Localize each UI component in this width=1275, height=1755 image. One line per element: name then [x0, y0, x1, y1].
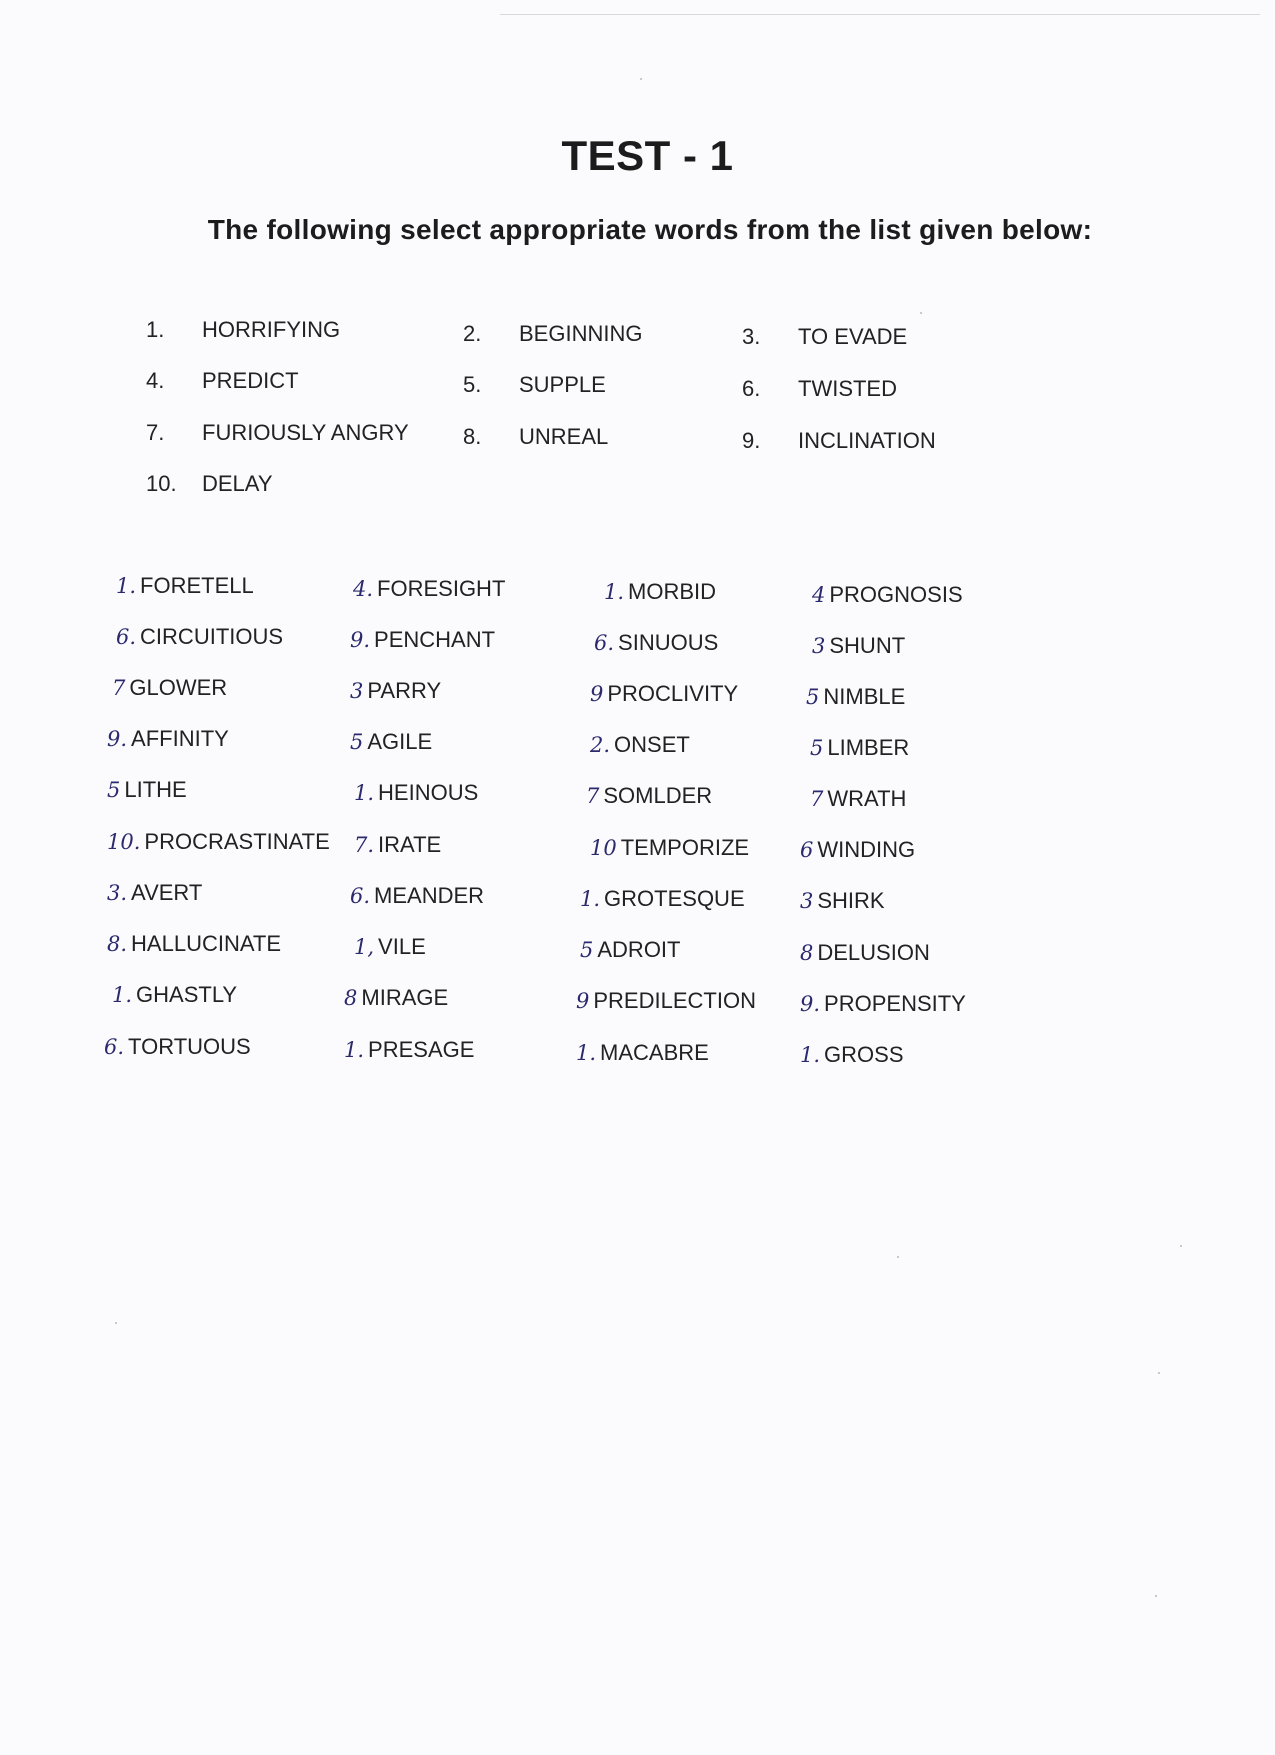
handwritten-answer: 7 — [586, 784, 600, 808]
meaning-item — [742, 428, 936, 454]
word-item — [812, 633, 905, 659]
word-item — [590, 835, 749, 861]
meaning-number: 4. — [146, 368, 165, 393]
handwritten-answer: 1. — [112, 983, 133, 1007]
word-item — [800, 888, 885, 914]
word-text: SINUOUS — [618, 630, 719, 655]
word-text: CIRCUITIOUS — [140, 624, 284, 649]
meaning-number: 8. — [463, 424, 482, 449]
word-text: ONSET — [614, 732, 690, 757]
meaning-text: TWISTED — [798, 376, 897, 401]
word-text: SOMLDER — [603, 783, 713, 808]
meaning-number: 7. — [146, 420, 165, 445]
word-item — [344, 1037, 474, 1063]
handwritten-answer: 6. — [350, 884, 371, 908]
word-item — [354, 832, 441, 858]
meaning-text: FURIOUSLY ANGRY — [202, 420, 409, 445]
word-text: PREDILECTION — [593, 988, 756, 1013]
word-text: PRESAGE — [368, 1037, 475, 1062]
word-item — [806, 684, 905, 710]
handwritten-answer: 3 — [800, 889, 814, 913]
word-item — [116, 573, 254, 599]
word-text: GLOWER — [129, 675, 228, 700]
word-item — [800, 991, 966, 1017]
word-item — [586, 783, 712, 809]
scan-speck — [115, 1322, 117, 1324]
meaning-item — [463, 321, 642, 347]
word-text: HALLUCINATE — [131, 931, 282, 956]
handwritten-answer: 5 — [107, 778, 121, 802]
handwritten-answer: 7 — [810, 787, 824, 811]
handwritten-answer: 9 — [590, 682, 604, 706]
meaning-item — [146, 420, 409, 446]
handwritten-answer: 7. — [354, 833, 375, 857]
handwritten-answer: 10. — [107, 830, 141, 854]
word-text: LIMBER — [827, 735, 910, 760]
instructions-text: The following select appropriate words from the list given below: — [207, 214, 1093, 245]
word-item — [116, 624, 283, 650]
meaning-text: HORRIFYING — [202, 317, 341, 342]
handwritten-answer: 1. — [580, 887, 601, 911]
word-item — [800, 1042, 904, 1068]
word-item — [576, 1040, 709, 1066]
handwritten-answer: 1. — [800, 1043, 821, 1067]
handwritten-answer: 3. — [107, 881, 128, 905]
word-text: GROSS — [824, 1042, 904, 1067]
word-item — [580, 886, 745, 912]
word-text: SHUNT — [829, 633, 906, 658]
word-text: VILE — [378, 934, 426, 959]
word-item — [107, 931, 281, 957]
word-text: PROPENSITY — [824, 991, 966, 1016]
word-item — [594, 630, 718, 656]
handwritten-answer: 10 — [590, 836, 617, 860]
meaning-text: DELAY — [202, 471, 273, 496]
word-item — [350, 729, 432, 755]
handwritten-answer: 5 — [806, 685, 820, 709]
word-item — [107, 777, 187, 803]
handwritten-answer: 6. — [594, 631, 615, 655]
word-item — [350, 627, 495, 653]
handwritten-answer: 5 — [350, 730, 364, 754]
word-text: WINDING — [817, 837, 916, 862]
meaning-number: 9. — [742, 428, 761, 453]
handwritten-answer: 3 — [350, 679, 364, 703]
word-item — [344, 985, 448, 1011]
word-text: FORETELL — [140, 573, 254, 598]
handwritten-answer: 1. — [344, 1038, 365, 1062]
word-text: ADROIT — [597, 937, 681, 962]
word-text: FORESIGHT — [377, 576, 506, 601]
word-item — [107, 829, 330, 855]
word-item — [354, 934, 426, 960]
word-text: PENCHANT — [374, 627, 496, 652]
meaning-item — [146, 317, 340, 343]
word-text: AFFINITY — [131, 726, 229, 751]
meaning-item — [463, 372, 606, 398]
word-item — [812, 582, 963, 608]
word-item — [580, 937, 681, 963]
word-text: MEANDER — [374, 883, 485, 908]
scan-edge-line — [500, 14, 1260, 15]
handwritten-answer: 1. — [354, 781, 375, 805]
word-text: MIRAGE — [361, 985, 449, 1010]
handwritten-answer: 6 — [800, 838, 814, 862]
handwritten-answer: 9. — [107, 727, 128, 751]
word-text: SHIRK — [817, 888, 885, 913]
scan-speck — [1158, 1372, 1160, 1374]
handwritten-answer: 4 — [812, 583, 826, 607]
word-item — [350, 678, 441, 704]
word-item — [112, 982, 237, 1008]
word-item — [107, 726, 229, 752]
word-item — [353, 576, 505, 602]
word-item — [104, 1034, 251, 1060]
word-item — [800, 940, 930, 966]
meaning-item — [742, 324, 907, 350]
meaning-item — [463, 424, 608, 450]
meaning-item — [146, 368, 299, 394]
handwritten-answer: 1, — [354, 935, 375, 959]
scan-speck — [1155, 1595, 1157, 1597]
meaning-text: UNREAL — [519, 424, 609, 449]
meaning-number: 6. — [742, 376, 761, 401]
word-text: PROCLIVITY — [607, 681, 739, 706]
handwritten-answer: 5 — [810, 736, 824, 760]
word-item — [107, 880, 202, 906]
word-text: MACABRE — [600, 1040, 709, 1065]
meaning-number: 5. — [463, 372, 482, 397]
handwritten-answer: 1. — [116, 574, 137, 598]
meaning-text: TO EVADE — [798, 324, 908, 349]
word-item — [590, 681, 738, 707]
scan-speck — [640, 78, 642, 80]
handwritten-answer: 9. — [800, 992, 821, 1016]
word-text: GHASTLY — [136, 982, 238, 1007]
handwritten-answer: 1. — [604, 580, 625, 604]
word-text: MORBID — [628, 579, 717, 604]
meaning-text: INCLINATION — [798, 428, 936, 453]
handwritten-answer: 8 — [800, 941, 814, 965]
word-item — [354, 780, 478, 806]
word-text: LITHE — [124, 777, 187, 802]
word-text: TORTUOUS — [128, 1034, 251, 1059]
word-item — [350, 883, 484, 909]
page-title: TEST - 1 — [561, 132, 734, 179]
handwritten-answer: 2. — [590, 733, 611, 757]
word-text: PROCRASTINATE — [144, 829, 330, 854]
scan-speck — [1180, 1245, 1182, 1247]
word-item — [800, 837, 915, 863]
word-text: TEMPORIZE — [620, 835, 750, 860]
word-item — [810, 786, 906, 812]
meaning-number: 10. — [146, 471, 177, 496]
word-text: IRATE — [378, 832, 442, 857]
word-item — [590, 732, 690, 758]
meaning-item — [146, 471, 273, 497]
word-text: DELUSION — [817, 940, 930, 965]
handwritten-answer: 8 — [344, 986, 358, 1010]
meaning-text: PREDICT — [202, 368, 299, 393]
word-text: WRATH — [827, 786, 907, 811]
word-item — [810, 735, 909, 761]
meaning-item — [742, 376, 897, 402]
word-item — [604, 579, 716, 605]
meaning-number: 1. — [146, 317, 165, 342]
word-text: PARRY — [367, 678, 442, 703]
word-text: PROGNOSIS — [829, 582, 963, 607]
meaning-text: SUPPLE — [519, 372, 606, 397]
word-text: AGILE — [367, 729, 433, 754]
scan-speck — [920, 312, 922, 314]
scan-speck — [897, 1256, 899, 1258]
meaning-number: 3. — [742, 324, 761, 349]
word-text: AVERT — [131, 880, 203, 905]
word-item — [112, 675, 227, 701]
handwritten-answer: 7 — [112, 676, 126, 700]
handwritten-answer: 8. — [107, 932, 128, 956]
word-item — [576, 988, 756, 1014]
handwritten-answer: 6. — [116, 625, 137, 649]
meaning-text: BEGINNING — [519, 321, 643, 346]
handwritten-answer: 9 — [576, 989, 590, 1013]
handwritten-answer: 4. — [353, 577, 374, 601]
word-text: GROTESQUE — [604, 886, 745, 911]
handwritten-answer: 9. — [350, 628, 371, 652]
meaning-number: 2. — [463, 321, 482, 346]
handwritten-answer: 1. — [576, 1041, 597, 1065]
handwritten-answer: 3 — [812, 634, 826, 658]
handwritten-answer: 6. — [104, 1035, 125, 1059]
handwritten-answer: 5 — [580, 938, 594, 962]
word-text: HEINOUS — [378, 780, 479, 805]
word-text: NIMBLE — [823, 684, 906, 709]
